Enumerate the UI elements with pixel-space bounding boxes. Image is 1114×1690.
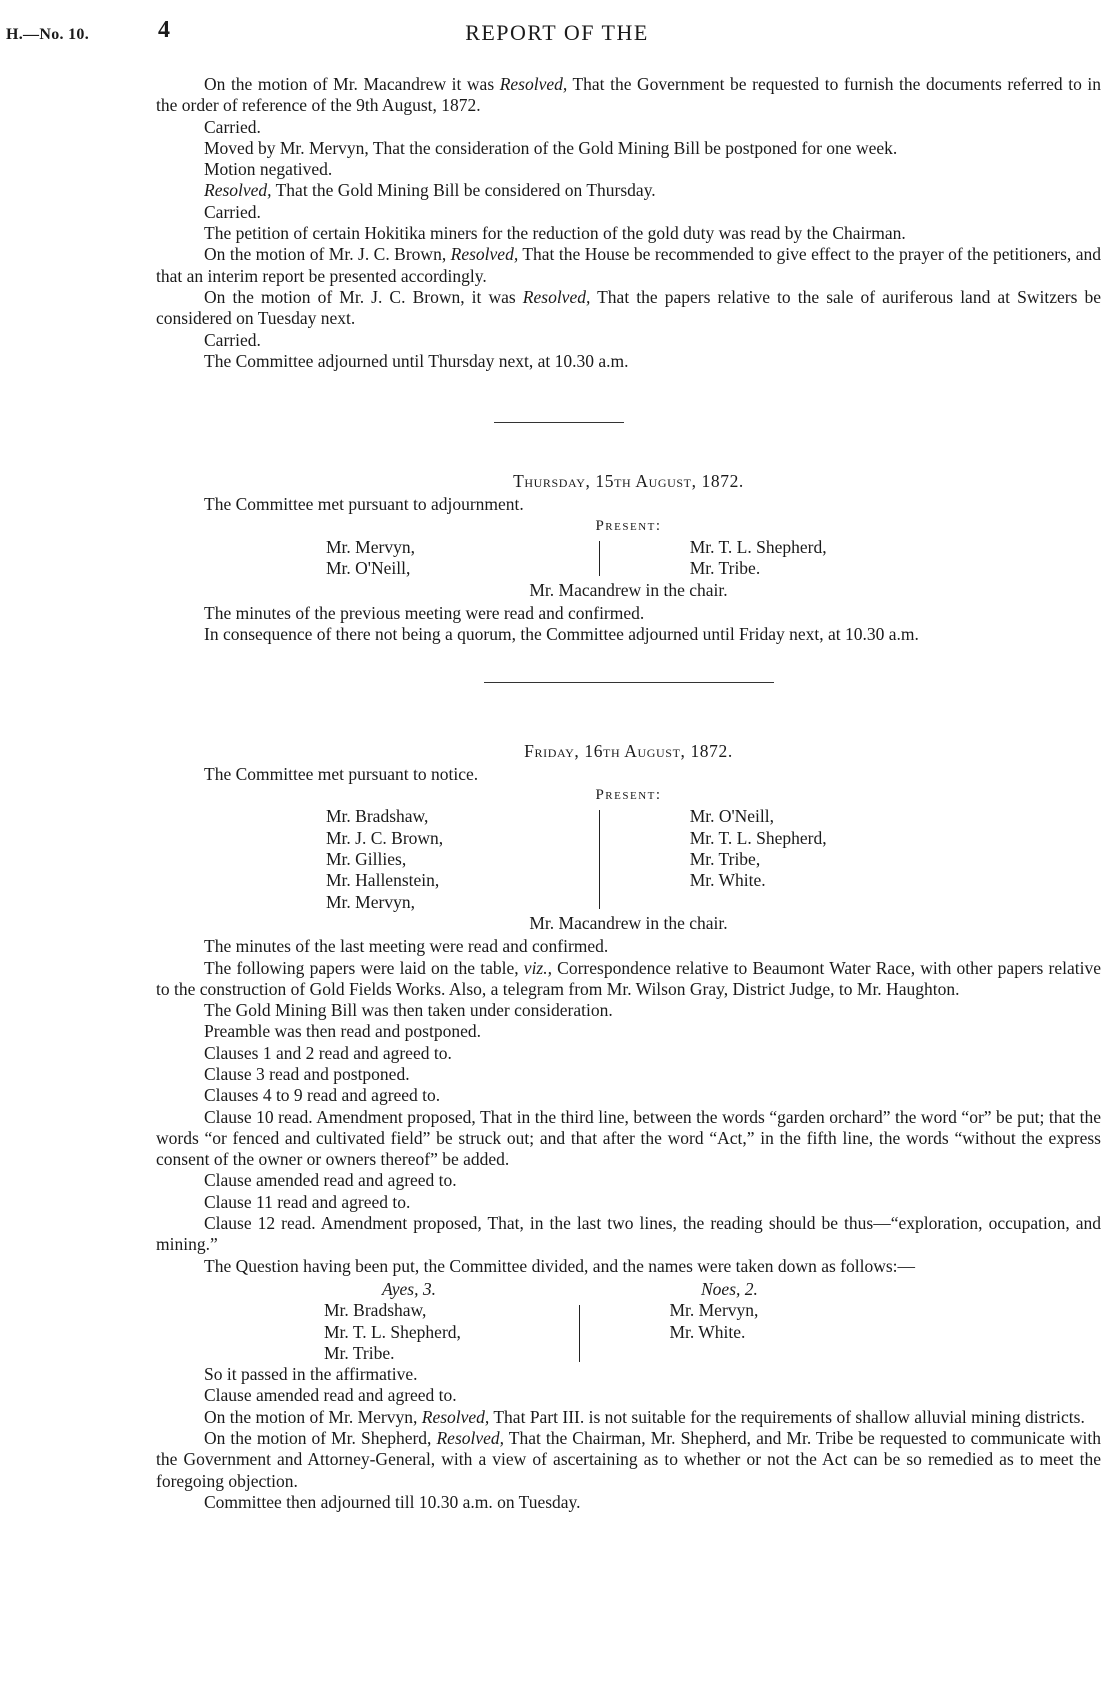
member-name: Mr. J. C. Brown, — [326, 827, 444, 848]
paragraph: Clause 10 read. Amendment proposed, That in the third line, between the words “garden orchard” the word “or” be put; that the words “or fenced and cultivated field” be struck out; and that after the word “Act,” in the fifth line, the words “without the express consent of the owner or owners thereof” be added. — [156, 1106, 1101, 1170]
present-heading: Present: — [595, 787, 662, 804]
paragraph: Committee then adjourned till 10.30 a.m. on Tuesday. — [204, 1491, 581, 1512]
member-name: Mr. Mervyn, — [326, 537, 415, 558]
ayes-column — [324, 1279, 579, 1364]
attendance-column-left — [326, 806, 599, 912]
paragraph: Carried. — [204, 329, 261, 350]
attendance-list — [326, 806, 906, 912]
chair-line: Mr. Macandrew in the chair. — [529, 912, 728, 933]
paragraph: Clause 3 read and postponed. — [204, 1063, 410, 1084]
running-title: REPORT OF THE — [465, 20, 649, 45]
paragraph: On the motion of Mr. Mervyn, Resolved, That Part III. is not suitable for the requirements of shallow alluvial mining districts. — [204, 1406, 1085, 1427]
paragraph: Motion negatived. — [204, 159, 333, 180]
paragraph: The petition of certain Hokitika miners for the reduction of the gold duty was read by the Chairman. — [204, 223, 906, 244]
paragraph: In consequence of there not being a quorum, the Committee adjourned until Friday next, at 10.30 a.m. — [204, 624, 919, 645]
member-name: Mr. Bradshaw, — [326, 806, 429, 827]
member-name: Mr. T. L. Shepherd, — [324, 1321, 461, 1342]
paragraph: So it passed in the affirmative. — [204, 1364, 418, 1385]
member-name: Mr. Gillies, — [326, 849, 407, 870]
paragraph: The minutes of the last meeting were read and confirmed. — [204, 936, 609, 957]
member-name: Mr. Mervyn, — [326, 891, 415, 912]
paragraph: The Committee met pursuant to notice. — [204, 763, 479, 784]
attendance-column-right — [600, 537, 906, 580]
paragraph: On the motion of Mr. J. C. Brown, it was Resolved, That the papers relative to the sale of auriferous land at Switzers be considered on Tuesday next. — [156, 286, 1102, 329]
member-name: Mr. Tribe, — [689, 849, 761, 870]
member-name: Mr. O'Neill, — [689, 806, 775, 827]
page-body — [156, 74, 1101, 1513]
paragraph: The Committee met pursuant to adjournment. — [204, 494, 524, 515]
member-name: Mr. T. L. Shepherd, — [689, 537, 827, 558]
attendance-list — [326, 537, 906, 580]
attendance-column-left — [326, 537, 599, 580]
paragraph: The following papers were laid on the table, viz., Correspondence relative to Beaumont Water Race, with other papers relative to the construction of Gold Fields Works. Also, a telegram from Mr. Wilson Gray, District Judge, to Mr. Haughton. — [156, 957, 1101, 999]
paragraph: Preamble was then read and postponed. — [204, 1021, 482, 1042]
member-name: Mr. Hallenstein, — [326, 870, 440, 891]
paragraph: The Committee adjourned until Thursday next, at 10.30 a.m. — [204, 350, 629, 371]
chair-line: Mr. Macandrew in the chair. — [529, 579, 728, 600]
member-name: Mr. Mervyn, — [669, 1300, 759, 1321]
member-name: Mr. White. — [669, 1321, 746, 1342]
noes-heading: Noes, 2. — [701, 1278, 758, 1299]
member-name: Mr. O'Neill, — [326, 558, 411, 579]
paragraph: The minutes of the previous meeting were read and confirmed. — [204, 602, 645, 623]
member-name: Mr. Tribe. — [689, 558, 761, 579]
paragraph: Clauses 4 to 9 read and agreed to. — [204, 1085, 441, 1106]
paragraph: The Gold Mining Bill was then taken under consideration. — [204, 1000, 613, 1021]
attendance-column-right — [600, 806, 906, 912]
paragraph: Clause amended read and agreed to. — [204, 1385, 457, 1406]
member-name: Mr. T. L. Shepherd, — [689, 827, 827, 848]
paragraph: On the motion of Mr. Macandrew it was Resolved, That the Government be requested to furnish the documents referred to in the order of reference of the 9th August, 1872. — [156, 74, 1102, 116]
present-heading: Present: — [595, 517, 662, 534]
member-name: Mr. Tribe. — [324, 1342, 395, 1363]
page-number: 4 — [158, 17, 170, 43]
paragraph: Clause 12 read. Amendment proposed, That, in the last two lines, the reading should be thus—“exploration, occupation, and mining.” — [156, 1213, 1101, 1255]
paragraph: Moved by Mr. Mervyn, That the consideration of the Gold Mining Bill be postponed for one week. — [204, 137, 898, 158]
ayes-heading: Ayes, 3. — [382, 1278, 436, 1299]
member-name: Mr. White. — [689, 870, 766, 891]
paragraph: The Question having been put, the Committee divided, and the names were taken down as follows:— — [204, 1255, 916, 1276]
member-name: Mr. Bradshaw, — [324, 1300, 427, 1321]
document-reference: H.—No. 10. — [6, 26, 89, 43]
meeting-date: Thursday, 15th August, 1872. — [513, 471, 744, 492]
paragraph: Clauses 1 and 2 read and agreed to. — [204, 1042, 452, 1063]
paragraph: On the motion of Mr. Shepherd, Resolved, That the Chairman, Mr. Shepherd, and Mr. Tribe be requested to communicate with the Government and Attorney-General, with a view of ascertaining as to whether or not the Act can be so remedied as to meet the foregoing objection. — [156, 1428, 1102, 1491]
page-header — [0, 17, 1114, 48]
paragraph: Resolved, That the Gold Mining Bill be considered on Thursday. — [204, 180, 656, 201]
noes-column — [579, 1279, 924, 1364]
meeting-date: Friday, 16th August, 1872. — [524, 740, 733, 761]
paragraph: Clause 11 read and agreed to. — [204, 1191, 411, 1212]
paragraph: Carried. — [204, 116, 261, 137]
section-divider — [484, 682, 774, 683]
section-divider — [494, 422, 624, 423]
paragraph: Carried. — [204, 201, 261, 222]
division-list — [324, 1279, 924, 1364]
paragraph: Clause amended read and agreed to. — [204, 1170, 457, 1191]
paragraph: On the motion of Mr. J. C. Brown, Resolved, That the House be recommended to give effect to the prayer of the petitioners, and that an interim report be presented accordingly. — [156, 244, 1101, 286]
